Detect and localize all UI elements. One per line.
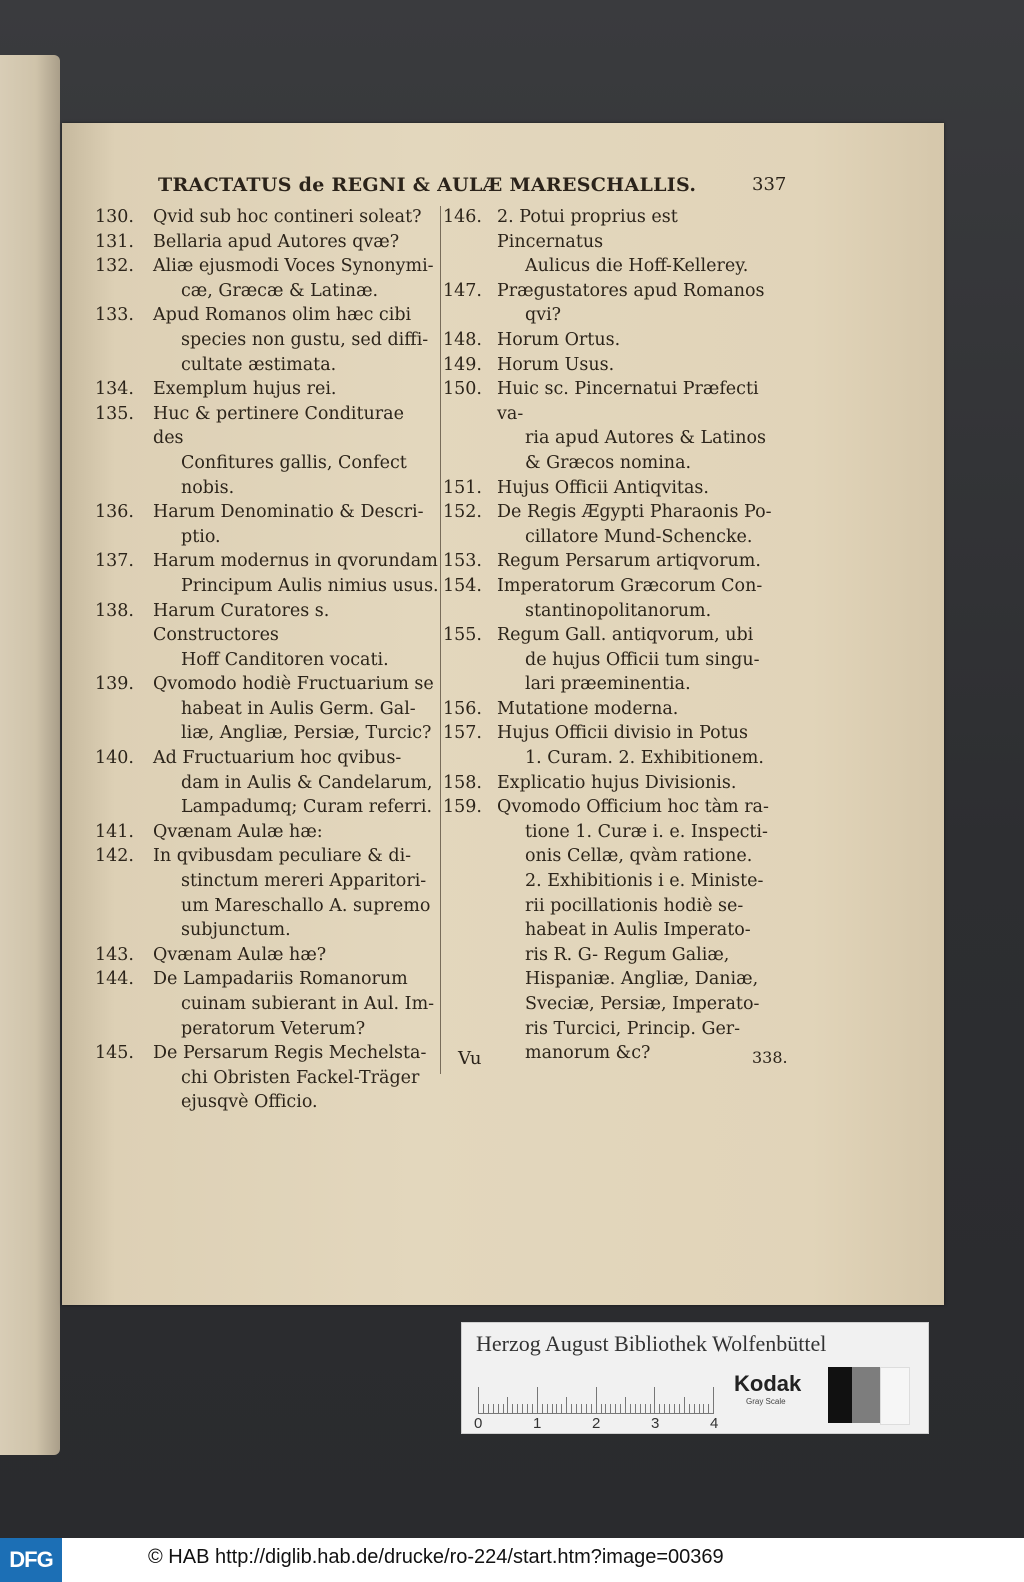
ruler-tick xyxy=(591,1404,592,1413)
ruler-tick xyxy=(703,1404,704,1413)
ruler-tick xyxy=(664,1404,665,1413)
page-number-top: 337 xyxy=(752,174,787,195)
index-entry xyxy=(95,500,440,549)
entry-line: De Regis Ægypti Pharaonis Po- xyxy=(497,502,772,523)
ruler-tick xyxy=(483,1404,484,1413)
ruler-tick xyxy=(708,1404,709,1413)
index-entry xyxy=(95,549,440,598)
index-entry xyxy=(95,254,440,303)
ruler-tick xyxy=(669,1404,670,1413)
index-entry xyxy=(95,844,440,942)
index-entry xyxy=(443,353,788,378)
ruler-tick xyxy=(507,1397,508,1413)
entry-line: Lampadumq; Curam referri. xyxy=(181,797,433,818)
entry-line: 1. Curam. 2. Exhibitionem. xyxy=(525,748,764,769)
color-reference-card xyxy=(461,1322,929,1434)
entry-line: Qvomodo hodiè Fructuarium se xyxy=(153,674,434,695)
entry-line: Horum Usus. xyxy=(497,354,615,375)
ruler-tick xyxy=(493,1404,494,1413)
index-entry xyxy=(95,230,440,255)
ruler-number: 4 xyxy=(710,1415,719,1432)
entry-line: Horum Ortus. xyxy=(497,329,621,350)
entry-line: ria apud Autores & Latinos xyxy=(525,428,766,449)
index-entry xyxy=(443,476,788,501)
entry-line: Aliæ ejusmodi Voces Synonymi- xyxy=(153,256,434,277)
index-entry xyxy=(95,599,440,673)
index-entry xyxy=(443,377,788,475)
entry-line: Bellaria apud Autores qvæ? xyxy=(153,231,400,252)
ruler-tick xyxy=(601,1404,602,1413)
entry-number: 139. xyxy=(95,674,134,695)
index-entry xyxy=(443,205,788,279)
entry-number: 149. xyxy=(443,354,482,375)
entry-line: de hujus Officii tum singu- xyxy=(525,649,760,670)
index-entry xyxy=(443,549,788,574)
page-number-bottom: 338. xyxy=(752,1048,788,1067)
entry-number: 144. xyxy=(95,969,134,990)
library-name: Herzog August Bibliothek Wolfenbüttel xyxy=(476,1331,827,1356)
column-divider xyxy=(440,206,441,1074)
gray-scale-label: Gray Scale xyxy=(746,1397,786,1406)
index-entry xyxy=(95,402,440,500)
entry-number: 154. xyxy=(443,575,482,596)
ruler-tick xyxy=(542,1404,543,1413)
entry-line: um Mareschallo A. supremo xyxy=(181,895,431,916)
ruler-tick xyxy=(586,1404,587,1413)
scale-ruler xyxy=(478,1381,714,1414)
ruler-tick xyxy=(478,1387,479,1413)
entry-line: species non gustu, sed diffi- xyxy=(181,329,429,350)
left-index-column xyxy=(95,205,440,1115)
entry-line: nobis. xyxy=(181,477,235,498)
entry-line: Harum Curatores s. Constructores xyxy=(153,600,330,646)
entry-line: Huic sc. Pincernatui Præfecti va- xyxy=(497,379,759,424)
entry-number: 138. xyxy=(95,600,134,621)
entry-number: 137. xyxy=(95,551,134,572)
entry-number: 148. xyxy=(443,329,482,350)
ruler-tick xyxy=(659,1404,660,1413)
ruler-tick xyxy=(498,1404,499,1413)
kodak-logo: Kodak xyxy=(734,1371,802,1396)
entry-line: Mutatione moderna. xyxy=(497,698,679,719)
ruler-tick xyxy=(552,1404,553,1413)
ruler-tick xyxy=(571,1404,572,1413)
entry-number: 134. xyxy=(95,379,134,400)
entry-line: Prægustatores apud Romanos xyxy=(497,280,765,301)
ruler-tick xyxy=(630,1404,631,1413)
entry-line: habeat in Aulis Germ. Gal- xyxy=(181,698,416,719)
index-entry xyxy=(95,967,440,1041)
running-title: TRACTATUS de REGNI & AULÆ MARESCHALLIS. xyxy=(158,174,697,196)
ruler-tick xyxy=(503,1404,504,1413)
ruler-tick xyxy=(713,1387,714,1413)
catchword: Vu xyxy=(458,1048,482,1069)
ruler-tick xyxy=(650,1404,651,1413)
entry-line: cæ, Græcæ & Latinæ. xyxy=(181,280,379,301)
ruler-tick xyxy=(517,1404,518,1413)
ruler-tick xyxy=(512,1404,513,1413)
entry-line: liæ, Angliæ, Persiæ, Turcic? xyxy=(181,723,432,744)
index-entry xyxy=(443,500,788,549)
entry-line: Regum Gall. antiqvorum, ubi xyxy=(497,625,754,646)
entry-line: ris Turcici, Princip. Ger- xyxy=(525,1018,741,1039)
entry-line: Explicatio hujus Divisionis. xyxy=(497,772,737,793)
entry-line: Hujus Officii divisio in Potus xyxy=(497,723,748,744)
index-entry xyxy=(95,1041,440,1115)
entry-number: 152. xyxy=(443,502,482,523)
entry-line: Regum Persarum artiqvorum. xyxy=(497,551,761,572)
entry-number: 156. xyxy=(443,698,482,719)
entry-line: ptio. xyxy=(181,526,221,547)
entry-line: Imperatorum Græcorum Con- xyxy=(497,575,763,596)
entry-line: Hujus Officii Antiqvitas. xyxy=(497,477,709,498)
entry-line: chi Obristen Fackel-Träger xyxy=(181,1067,420,1088)
ruler-tick xyxy=(615,1404,616,1413)
entry-line: In qvibusdam peculiare & di- xyxy=(153,846,412,867)
index-entry xyxy=(443,771,788,796)
entry-number: 151. xyxy=(443,477,482,498)
facing-page-edge xyxy=(0,55,60,1455)
entry-line: Confitures gallis, Confect xyxy=(181,452,407,473)
dfg-logo: DFG xyxy=(0,1538,62,1582)
ruler-tick xyxy=(610,1404,611,1413)
entry-number: 142. xyxy=(95,846,134,867)
index-entry xyxy=(443,795,788,1066)
entry-line: De Lampadariis Romanorum xyxy=(153,969,408,990)
ruler-tick xyxy=(694,1404,695,1413)
ruler-tick xyxy=(645,1404,646,1413)
entry-line: Hoff Canditoren vocati. xyxy=(181,649,389,670)
entry-number: 132. xyxy=(95,256,134,277)
entry-number: 150. xyxy=(443,379,482,400)
index-entry xyxy=(95,820,440,845)
index-entry xyxy=(443,623,788,697)
entry-line: De Persarum Regis Mechelsta- xyxy=(153,1043,427,1064)
ruler-tick xyxy=(640,1404,641,1413)
entry-line: Huc & pertinere Conditurae des xyxy=(153,403,404,449)
ruler-tick xyxy=(635,1404,636,1413)
index-entry xyxy=(443,697,788,722)
index-entry xyxy=(95,377,440,402)
white-swatch xyxy=(880,1367,910,1425)
entry-line: Harum modernus in qvorundam xyxy=(153,551,438,572)
entry-line: cuinam subierant in Aul. Im- xyxy=(181,994,435,1014)
index-entry xyxy=(95,303,440,377)
ruler-tick xyxy=(625,1397,626,1413)
entry-line: ejusqvè Officio. xyxy=(181,1092,318,1113)
entry-line: Harum Denominatio & Descri- xyxy=(153,502,424,523)
entry-line: 2. Potui proprius est Pincernatus xyxy=(497,207,678,252)
ruler-tick xyxy=(566,1397,567,1413)
ruler-number: 2 xyxy=(592,1415,601,1432)
ruler-tick xyxy=(522,1404,523,1413)
entry-line: subjunctum. xyxy=(181,920,291,941)
entry-number: 140. xyxy=(95,748,134,769)
ruler-tick xyxy=(654,1387,655,1413)
entry-line: Ad Fructuarium hoc qvibus- xyxy=(153,748,402,769)
entry-line: Qvænam Aulæ hæ? xyxy=(153,944,327,965)
entry-number: 133. xyxy=(95,305,134,326)
ruler-tick xyxy=(488,1404,489,1413)
entry-number: 157. xyxy=(443,723,482,744)
entry-line: Sveciæ, Persiæ, Imperato- xyxy=(525,994,760,1014)
entry-line: habeat in Aulis Imperato- xyxy=(525,920,751,941)
entry-line: Qvomodo Officium hoc tàm ra- xyxy=(497,797,769,818)
ruler-tick xyxy=(674,1404,675,1413)
entry-number: 141. xyxy=(95,821,134,842)
ruler-tick xyxy=(527,1404,528,1413)
entry-line: tione 1. Curæ i. e. Inspecti- xyxy=(525,821,768,842)
index-entry xyxy=(443,574,788,623)
entry-line: Qvænam Aulæ hæ: xyxy=(153,821,323,842)
index-entry xyxy=(95,943,440,968)
index-entry xyxy=(95,672,440,746)
entry-line: Hispaniæ. Angliæ, Daniæ, xyxy=(525,969,759,990)
index-entry xyxy=(443,721,788,770)
ruler-tick xyxy=(689,1404,690,1413)
entry-line: rii pocillationis hodiè se- xyxy=(525,895,744,916)
ruler-number: 3 xyxy=(651,1415,660,1432)
right-index-column xyxy=(443,205,788,1066)
entry-number: 143. xyxy=(95,944,134,965)
ruler-tick xyxy=(684,1397,685,1413)
ruler-tick xyxy=(556,1404,557,1413)
ruler-tick xyxy=(581,1404,582,1413)
entry-line: 2. Exhibitionis i e. Ministe- xyxy=(525,871,764,892)
entry-line: cillatore Mund-Schencke. xyxy=(525,526,753,547)
index-entry xyxy=(95,746,440,820)
entry-line: manorum &c? xyxy=(525,1043,651,1064)
entry-number: 159. xyxy=(443,797,482,818)
ruler-tick xyxy=(620,1404,621,1413)
ruler-tick xyxy=(547,1404,548,1413)
entry-number: 131. xyxy=(95,231,134,252)
entry-line: cultate æstimata. xyxy=(181,354,337,375)
entry-line: onis Cellæ, qvàm ratione. xyxy=(525,846,753,867)
entry-line: stantinopolitanorum. xyxy=(525,600,712,621)
ruler-tick xyxy=(679,1404,680,1413)
ruler-number: 1 xyxy=(533,1415,542,1432)
entry-line: Exemplum hujus rei. xyxy=(153,379,337,400)
entry-number: 135. xyxy=(95,403,134,424)
entry-line: ris R. G- Regum Galiæ, xyxy=(525,944,730,965)
ruler-tick xyxy=(699,1404,700,1413)
ruler-tick xyxy=(537,1387,538,1413)
entry-number: 146. xyxy=(443,207,482,227)
ruler-tick xyxy=(532,1404,533,1413)
source-link[interactable]: © HAB http://diglib.hab.de/drucke/ro-224/start.htm?image=00369 xyxy=(148,1546,724,1568)
index-entry xyxy=(95,205,440,230)
entry-line: & Græcos nomina. xyxy=(525,452,692,473)
ruler-tick xyxy=(596,1387,597,1413)
entry-number: 147. xyxy=(443,280,482,301)
entry-line: dam in Aulis & Candelarum, xyxy=(181,772,433,793)
entry-number: 153. xyxy=(443,551,482,572)
entry-number: 136. xyxy=(95,502,134,523)
index-entry xyxy=(443,279,788,328)
entry-number: 145. xyxy=(95,1043,134,1064)
entry-line: peratorum Veterum? xyxy=(181,1018,366,1039)
entry-number: 155. xyxy=(443,625,482,646)
gray-swatch xyxy=(852,1367,880,1423)
entry-number: 158. xyxy=(443,772,482,793)
ruler-tick xyxy=(605,1404,606,1413)
ruler-tick xyxy=(576,1404,577,1413)
entry-line: Qvid sub hoc contineri soleat? xyxy=(153,207,422,227)
entry-line: qvi? xyxy=(525,305,562,326)
ruler-tick xyxy=(561,1404,562,1413)
black-swatch xyxy=(828,1367,852,1423)
entry-line: stinctum mereri Apparitori- xyxy=(181,871,427,892)
entry-line: lari præeminentia. xyxy=(525,674,691,695)
index-entry xyxy=(443,328,788,353)
entry-line: Apud Romanos olim hæc cibi xyxy=(153,305,412,326)
entry-number: 130. xyxy=(95,207,134,227)
ruler-number: 0 xyxy=(474,1415,483,1432)
entry-line: Aulicus die Hoff-Kellerey. xyxy=(525,256,749,277)
entry-line: Principum Aulis nimius usus. xyxy=(181,575,439,596)
